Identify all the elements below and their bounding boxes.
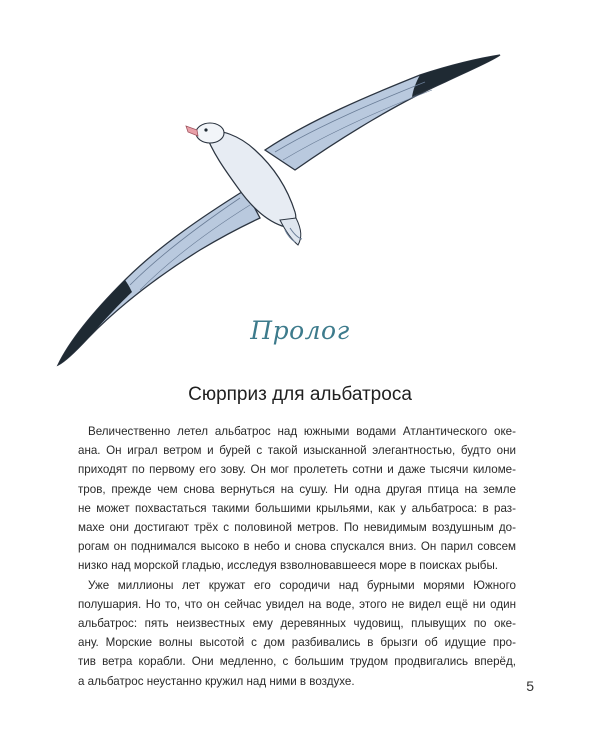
paragraph-2-line-6: а альбатрос неустанно кружил над ними в воздухе. xyxy=(78,674,355,688)
paragraph-1-line-1: Величественно летел альбатрос над южными водами Атлантического оке- xyxy=(88,425,516,438)
paragraph-1-line-8: низко над морской гладью, исследуя взволновавшееся море в поисках рыбы. xyxy=(78,559,498,573)
albatross-right-wingtip xyxy=(412,55,500,97)
paragraph-1-line-7: рогам он поднимался высоко в небо и снова спускался вниз. Он парил совсем xyxy=(78,540,516,554)
paragraph-1-line-4: тров, прежде чем снова вернуться на сушу. Ни одна другая птица на земле xyxy=(78,482,516,496)
page-number: 5 xyxy=(526,678,534,694)
paragraph-2-line-2: полушария. Но то, что он сейчас увидел на воде, этого не видел ещё ни один xyxy=(78,597,516,611)
paragraph-2-line-1: Уже миллионы лет кружат его сородичи над бурными морями Южного xyxy=(88,578,516,592)
paragraph-2-line-5: тив ветра корабли. Они медленно, с большим трудом продвигались вперёд, xyxy=(78,655,516,669)
paragraph-1-line-6: махе они достигают трёх с половиной метров. По невидимым воздушным до- xyxy=(78,521,516,535)
body-text xyxy=(78,422,516,691)
paragraph-1-line-5: не может похвастаться такими большими крыльями, как у альбатроса: в раз- xyxy=(78,501,516,515)
section-title: Сюрприз для альбатроса xyxy=(188,384,412,405)
paragraph-1-line-2: ана. Он играл ветром и бурей с такой изысканной элегантностью, будто они xyxy=(78,444,516,458)
paragraph-2-line-3: альбатрос: пять неизвестных ему деревянных чудовищ, плывущих по оке- xyxy=(78,617,516,631)
chapter-title: Пролог xyxy=(250,316,350,345)
albatross-head xyxy=(196,123,224,143)
albatross-beak xyxy=(186,126,198,136)
albatross-tail xyxy=(280,218,301,245)
paragraph-2-line-4: ану. Морские волны высотой с дом разбивались в брызги об идущие про- xyxy=(78,636,516,650)
paragraph-1-line-3: приходят по первому его зову. Он мог пролететь сотни и даже тысячи киломе- xyxy=(78,463,516,477)
albatross-eye xyxy=(204,128,207,131)
